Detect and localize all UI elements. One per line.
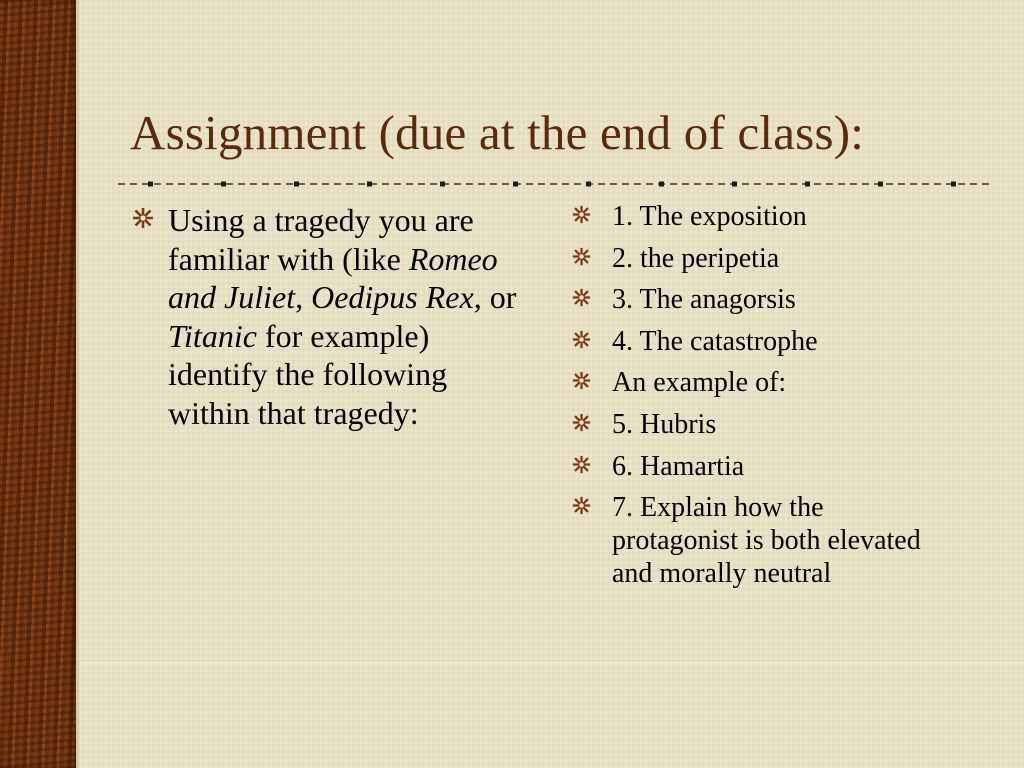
right-list-item: [572, 283, 932, 316]
star-asterisk-icon: [572, 325, 612, 354]
right-list-item: [572, 491, 932, 590]
italic-title-text: Romeo and Juliet: [168, 240, 498, 315]
star-asterisk-icon: [572, 200, 612, 229]
italic-title-text: Titanic: [168, 317, 257, 354]
right-list-item: [572, 366, 932, 399]
right-list-item-text: 7. Explain how the protagonist is both elevated and morally neutral: [612, 492, 921, 590]
bottom-rule: [80, 662, 1024, 663]
text-segment: ,: [295, 279, 312, 315]
text-segment: Using a tragedy you are familiar with (like: [168, 202, 474, 277]
star-asterisk-icon: [572, 408, 612, 437]
right-list-item: [572, 325, 932, 358]
right-list-item: [572, 200, 932, 233]
text-segment: or: [481, 279, 517, 315]
slide-title: Assignment (due at the end of class):: [130, 105, 865, 160]
star-asterisk-icon: [572, 283, 612, 312]
right-list-item-text: 5. Hubris: [612, 408, 717, 440]
star-asterisk-icon: [572, 450, 612, 479]
left-bullet-text: [168, 201, 532, 432]
star-asterisk-icon: [572, 242, 612, 271]
right-list-item-text: An example of:: [612, 367, 787, 399]
right-list-item-text: 6. Hamartia: [612, 450, 745, 482]
right-list-item-text: 2. the peripetia: [612, 242, 780, 274]
star-asterisk-icon: [572, 366, 612, 395]
left-column: [132, 201, 532, 432]
left-bullet-item: [132, 201, 532, 432]
star-asterisk-icon: [572, 491, 612, 520]
right-list-item: [572, 450, 932, 483]
right-list-item: [572, 408, 932, 441]
star-asterisk-icon: [132, 201, 168, 234]
italic-title-text: Oedipus Rex,: [311, 279, 482, 315]
right-list-item: [572, 242, 932, 275]
wood-stripe-decoration: [0, 0, 76, 768]
text-segment: for example) identify the following within that tragedy:: [168, 317, 448, 431]
title-divider: [118, 178, 990, 190]
right-bullet-list: [572, 200, 932, 599]
stripe-edge-line: [76, 0, 79, 768]
right-list-item-text: 3. The anagorsis: [612, 284, 796, 316]
right-list-item-text: 4. The catastrophe: [612, 325, 818, 357]
right-list-item-text: 1. The exposition: [612, 201, 807, 232]
